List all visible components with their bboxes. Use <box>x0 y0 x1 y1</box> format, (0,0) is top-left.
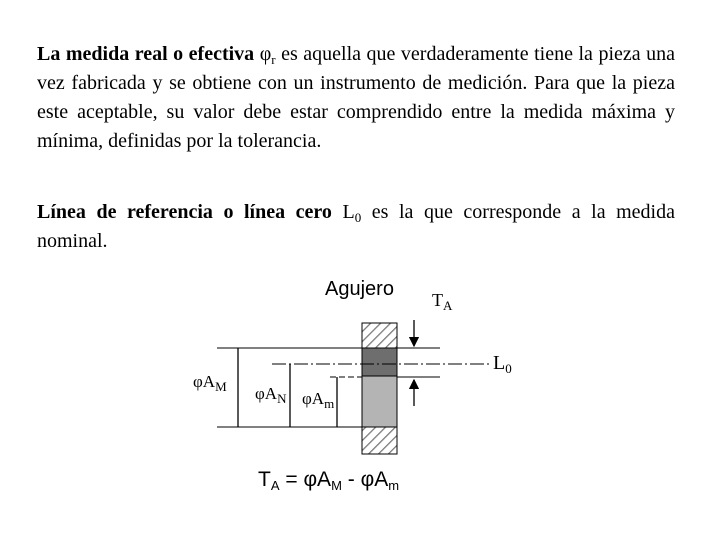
zero-line-label: $L_0$ <box>493 352 512 376</box>
hole-wall-bottom <box>362 427 397 454</box>
tolerance-zone-upper <box>362 348 397 376</box>
diagram-title: Agujero <box>325 278 394 300</box>
dim-max-label: $\varphi A_M$ <box>193 372 227 394</box>
tolerance-formula: $T_A = \varphi A_M - \varphi A_m$ <box>258 468 400 493</box>
dim-nominal-label: $\varphi A_N$ <box>255 384 287 406</box>
dim-min-label: $\varphi A_m$ <box>302 389 335 411</box>
paragraph-reference-line-text: es la que corresponde a la medida nominal. <box>37 201 675 252</box>
term-reference-line: Línea de referencia o línea cero <box>37 201 332 223</box>
tolerance-zone-lower <box>362 376 397 427</box>
symbol-l0: $L_0$ <box>342 201 362 225</box>
hole-wall-top <box>362 323 397 348</box>
term-real-measure: La medida real o efectiva <box>37 43 255 65</box>
paragraph-real-measure-text: es aquella que verdaderamente tiene la pieza una vez fabricada y se obtiene con un instrumento de medición. Para que la pieza este aceptable, su valor debe estar comprendido entre la medida máxima y mínima, definidas por la tolerancia. <box>37 43 676 152</box>
tolerance-label: $T_A$ <box>432 290 453 313</box>
symbol-phi-r: $\varphi_r$ <box>259 43 276 67</box>
